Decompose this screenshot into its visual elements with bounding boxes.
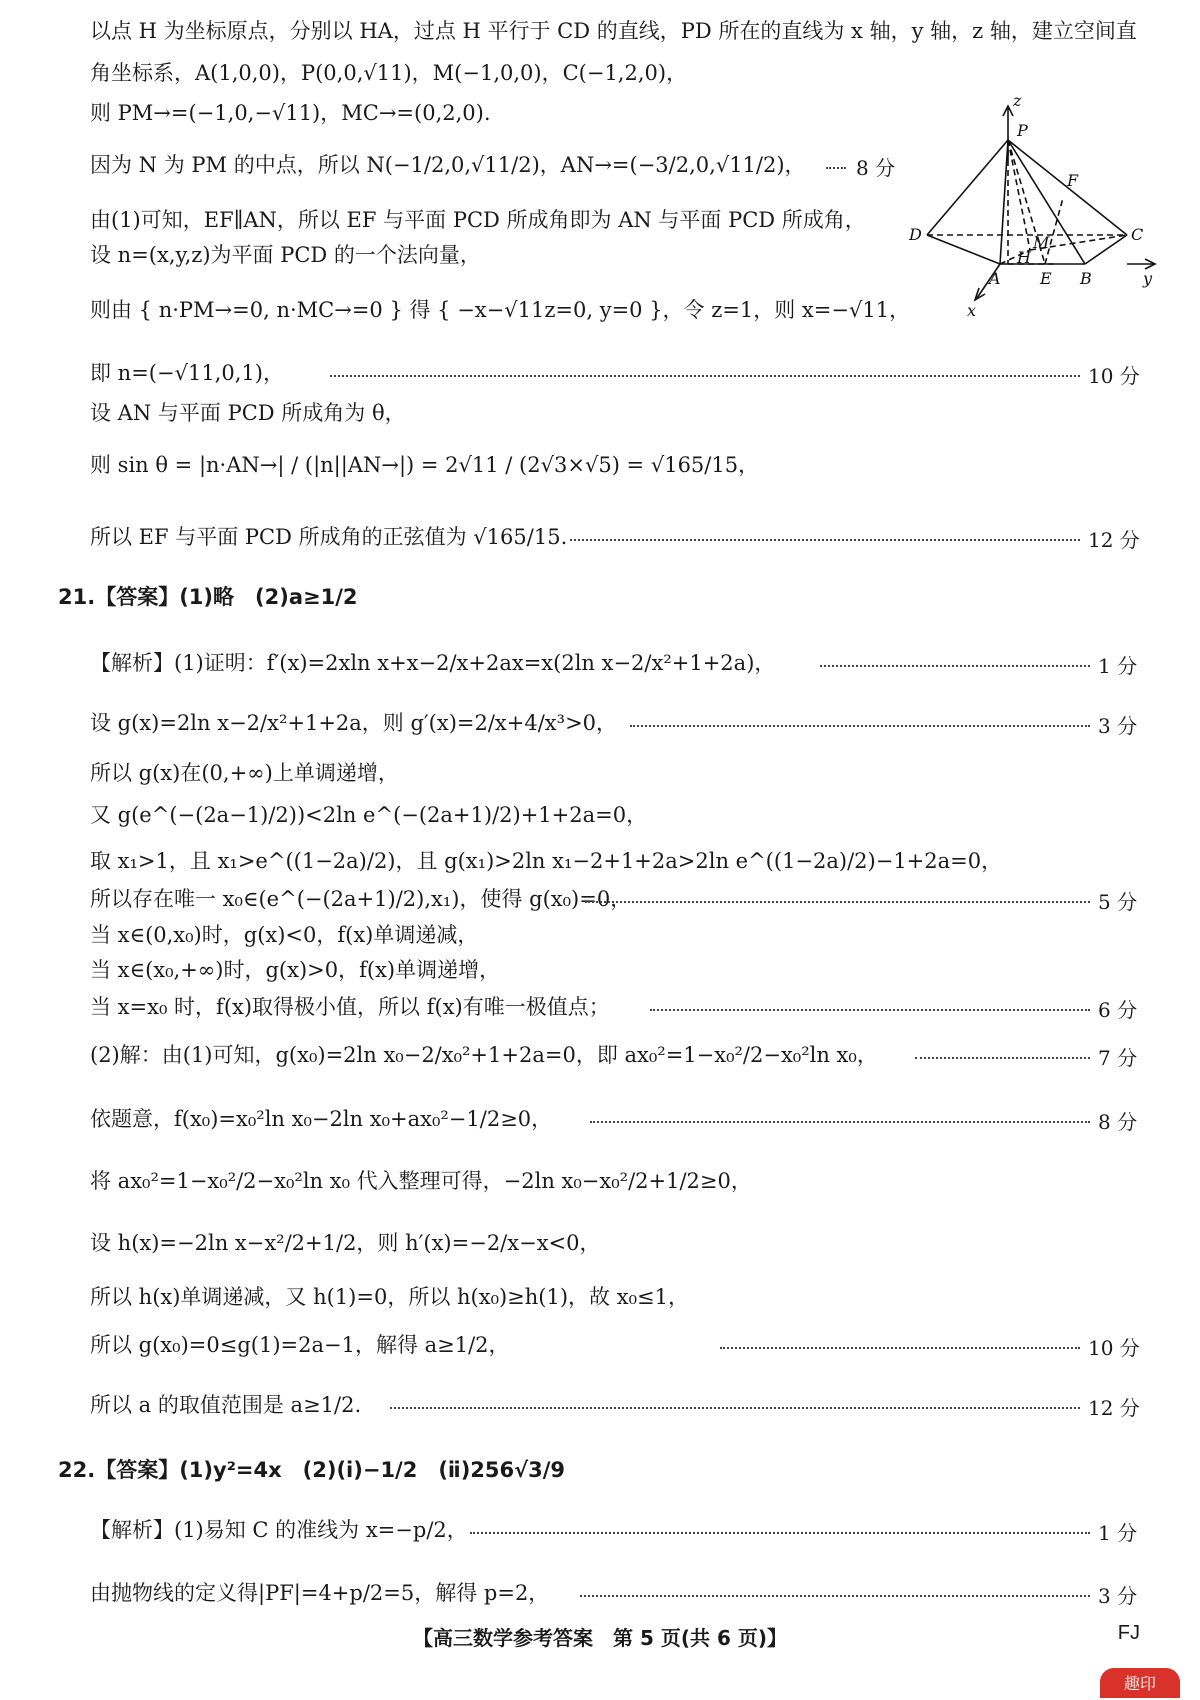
text-line: 【解析】(1)易知 C 的准线为 x=−p/2， (90, 1518, 468, 1542)
text-line: 则由 { n·PM→=0, n·MC→=0 } 得 { −x−√11z=0, y=0 }，令 z=1，则 x=−√11， (90, 298, 911, 322)
edge-DA (927, 235, 1000, 264)
text-line: (2)解：由(1)可知，g(x₀)=2ln x₀−2/x₀²+1+2a=0，即 ax₀²=1−x₀²/2−x₀²ln x₀， (90, 1043, 878, 1067)
text-line: 所以 EF 与平面 PCD 所成角的正弦值为 √165/15. (90, 525, 568, 549)
score-leader (390, 1407, 1080, 1409)
score-leader (330, 375, 1080, 377)
score-leader (580, 1595, 1090, 1597)
score: 8 分 (1098, 1110, 1138, 1134)
score: 3 分 (1098, 1584, 1138, 1608)
text-line: 当 x∈(0,x₀)时，g(x)<0，f(x)单调递减， (90, 923, 479, 947)
text-line: 所以 h(x)单调递减，又 h(1)=0，所以 h(x₀)≥h(1)，故 x₀≤1， (90, 1285, 689, 1309)
text-line: 设 n=(x,y,z)为平面 PCD 的一个法向量， (90, 243, 481, 267)
text-line: 依题意，f(x₀)=x₀²ln x₀−2ln x₀+ax₀²−1/2≥0， (90, 1107, 553, 1131)
text-line: 所以存在唯一 x₀∈(e^(−(2a+1)/2),x₁)，使得 g(x₀)=0， (90, 887, 632, 911)
figure-label: C (1131, 225, 1144, 244)
text-line: 设 AN 与平面 PCD 所成角为 θ， (90, 401, 406, 425)
edge-PA (1000, 140, 1008, 264)
text-line: 则 sin θ = |n·AN→| / (|n||AN→|) = 2√11 / (2√3×√5) = √165/15， (90, 453, 760, 477)
figure-label: z (1013, 91, 1022, 110)
score: 12 分 (1088, 528, 1140, 552)
watermark-stamp: 趣印 (1100, 1668, 1180, 1698)
score-leader (650, 1009, 1090, 1011)
text-line: 所以 a 的取值范围是 a≥1/2. (90, 1393, 362, 1417)
text-line: 当 x∈(x₀,+∞)时，g(x)>0，f(x)单调递增， (90, 958, 501, 982)
text-line: 角坐标系，A(1,0,0)，P(0,0,√11)，M(−1,0,0)，C(−1,2,0)， (90, 61, 688, 85)
text-line: 当 x=x₀ 时，f(x)取得极小值，所以 f(x)有唯一极值点； (90, 995, 610, 1019)
score-leader (720, 1347, 1080, 1349)
figure-label: B (1080, 269, 1092, 288)
score-leader (470, 1532, 1090, 1534)
score: 1 分 (1098, 1521, 1138, 1545)
figure-label: y (1143, 269, 1153, 288)
score: 5 分 (1098, 890, 1138, 914)
text-line: 因为 N 为 PM 的中点，所以 N(−1/2,0,√11/2)，AN→=(−3/2,0,√11/2)， (90, 153, 806, 177)
text-line: 所以 g(x₀)=0≤g(1)=2a−1，解得 a≥1/2， (90, 1333, 510, 1357)
text-line: 【解析】(1)证明：f′(x)=2xln x+x−2/x+2ax=x(2ln x−2/x²+1+2a)， (90, 651, 776, 675)
score: 1 分 (1098, 654, 1138, 678)
page-footer: 【高三数学参考答案 第 5 页(共 6 页)】 (413, 1626, 787, 1650)
figure-label: D (909, 225, 922, 244)
text-line: 取 x₁>1，且 x₁>e^((1−2a)/2)，且 g(x₁)>2ln x₁−2+1+2a>2ln e^((1−2a)/2)−1+2a=0， (90, 849, 1003, 873)
score-leader (590, 1121, 1090, 1123)
footer-code: FJ (1117, 1622, 1140, 1644)
score-leader (630, 725, 1090, 727)
text-line: 所以 g(x)在(0,+∞)上单调递增， (90, 761, 399, 785)
score: 10 分 (1088, 364, 1140, 388)
figure-label: P (1017, 121, 1028, 140)
text-line: 以点 H 为坐标原点，分别以 HA，过点 H 平行于 CD 的直线，PD 所在的直线为 x 轴，y 轴，z 轴，建立空间直 (90, 19, 1137, 43)
figure-label: M (1033, 233, 1050, 252)
score-leader (570, 539, 1080, 541)
figure-label: A (989, 269, 1001, 288)
edge-PD (927, 140, 1008, 235)
text-line: 设 h(x)=−2ln x−x²/2+1/2，则 h′(x)=−2/x−x<0， (90, 1231, 601, 1255)
answer-heading-22: 22.【答案】(1)y²=4x (2)(ⅰ)−1/2 (ⅱ)256√3/9 (58, 1458, 566, 1482)
figure-label: H (1017, 248, 1031, 267)
text-line: 即 n=(−√11,0,1)， (90, 361, 284, 385)
score: 8 分 (856, 156, 896, 180)
figure-label: F (1067, 171, 1079, 190)
score-leader (915, 1057, 1090, 1059)
text-line: 又 g(e^(−(2a−1)/2))<2ln e^(−(2a+1)/2)+1+2a=0， (90, 803, 648, 827)
score: 6 分 (1098, 998, 1138, 1022)
score-leader (820, 665, 1090, 667)
answer-heading-21: 21.【答案】(1)略 (2)a≥1/2 (58, 585, 358, 609)
figure-label: x (967, 301, 977, 320)
score-leader (585, 901, 1090, 903)
line-EF (1045, 198, 1063, 264)
text-line: 设 g(x)=2ln x−2/x²+1+2a，则 g′(x)=2/x+4/x³>0， (90, 711, 618, 735)
score: 7 分 (1098, 1046, 1138, 1070)
text-line: 将 ax₀²=1−x₀²/2−x₀²ln x₀ 代入整理可得，−2ln x₀−x₀²/2+1/2≥0， (90, 1169, 752, 1193)
score: 12 分 (1088, 1396, 1140, 1420)
score: 10 分 (1088, 1336, 1140, 1360)
score-leader (826, 167, 846, 169)
edge-BC (1085, 235, 1127, 264)
text-line: 由(1)可知，EF∥AN，所以 EF 与平面 PCD 所成角即为 AN 与平面 PCD 所成角， (90, 208, 866, 232)
text-line: 则 PM→=(−1,0,−√11)，MC→=(0,2,0). (90, 101, 491, 125)
score: 3 分 (1098, 714, 1138, 738)
pyramid-figure (905, 88, 1165, 338)
text-line: 由抛物线的定义得|PF|=4+p/2=5，解得 p=2， (90, 1581, 550, 1605)
figure-label: E (1040, 269, 1052, 288)
